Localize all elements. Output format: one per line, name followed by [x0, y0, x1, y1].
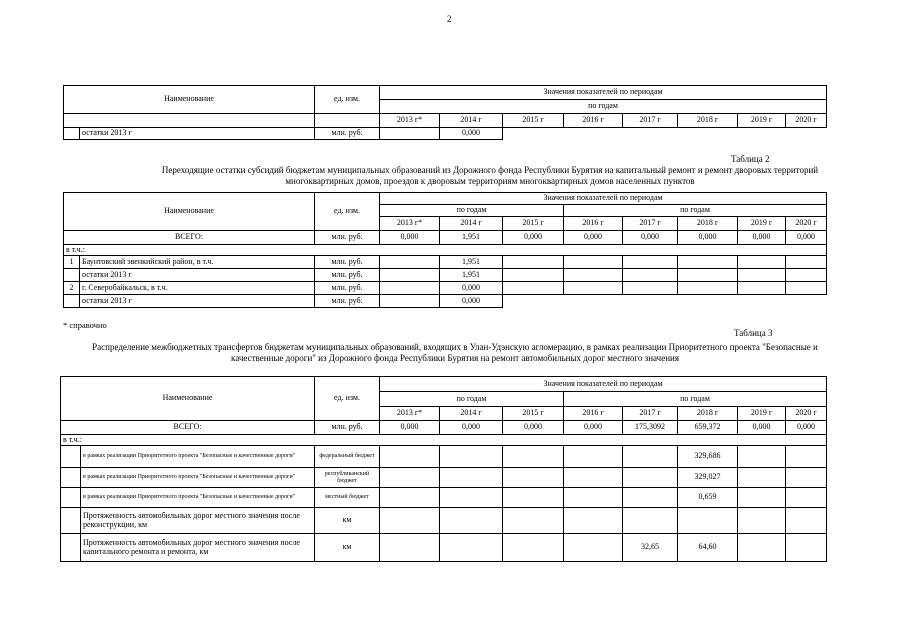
values-header: Значения показателей по периодам: [380, 193, 827, 205]
name-header: Наименование: [61, 377, 315, 421]
total-label: ВСЕГО:: [61, 421, 315, 435]
table-2: [63, 192, 827, 308]
year-header: 2019 г: [738, 114, 786, 128]
row-unit: млн. руб.: [315, 128, 380, 140]
row-label: остатки 2013 г: [80, 128, 315, 140]
total-value: 0,000: [564, 421, 623, 435]
year-header: 2015 г: [503, 407, 564, 421]
row-value: [623, 488, 678, 508]
row-label: в рамках реализации Приоритетного проекта "Безопасные и качественные дороги": [81, 488, 315, 508]
table-1: [63, 85, 827, 140]
incl-label: в т.ч.:: [64, 245, 827, 256]
total-value: 0,000: [380, 231, 440, 245]
row-unit: км: [315, 508, 380, 534]
year-header: 2016 г: [564, 407, 623, 421]
year-header: 2020 г: [786, 217, 827, 231]
row-label: остатки 2013 г: [80, 295, 315, 308]
row-value: 64,60: [678, 534, 738, 562]
total-value: 659,372: [678, 421, 738, 435]
year-header: 2017 г: [623, 217, 678, 231]
row-value: 0,000: [440, 282, 503, 295]
row-label: Протяженность автомобильных дорог местного значения после капитального ремонта и ремонта, км: [81, 534, 315, 562]
row-label: в рамках реализации Приоритетного проекта "Безопасные и качественные дороги": [81, 468, 315, 488]
row-value: 1,951: [440, 269, 503, 282]
row-number: [64, 295, 80, 308]
total-value: 0,000: [503, 231, 564, 245]
year-header: 2017 г: [623, 407, 678, 421]
row-unit: млн. руб.: [315, 282, 380, 295]
row-value: [623, 446, 678, 468]
table-3-caption: Распределение межбюджетных трансфертов бюджетам муниципальных образований, входящих в Улан-Удэнскую агломерацию, в рамках реализации Приоритетного проекта "Безопасные и качественные дороги" из Дорожного фонда Республики Бурятия на ремонт автомобильных дорог местного значения: [92, 342, 818, 364]
year-header: 2015 г: [503, 217, 564, 231]
row-unit: федеральный бюджет: [315, 446, 380, 468]
total-value: 0,000: [786, 231, 827, 245]
values-header: Значения показателей по периодам: [380, 377, 827, 392]
year-header: 2018 г: [678, 217, 738, 231]
name-header: Наименование: [64, 86, 315, 114]
table-2-label: Таблица 2: [731, 154, 770, 164]
incl-label: в т.ч.:: [61, 435, 827, 446]
table-3: [60, 376, 827, 562]
row-value: 1,951: [440, 256, 503, 269]
row-value: [678, 508, 738, 534]
by-years-header: по годам: [380, 392, 564, 407]
row-number: 2: [64, 282, 80, 295]
total-value: 0,000: [440, 421, 503, 435]
row-unit: млн. руб.: [315, 295, 380, 308]
total-value: 0,000: [503, 421, 564, 435]
total-unit: млн. руб.: [315, 421, 380, 435]
year-header: 2020 г: [786, 407, 827, 421]
year-header: 2013 г*: [380, 217, 440, 231]
values-header: Значения показателей по периодам: [380, 86, 827, 100]
year-header: 2018 г: [678, 407, 738, 421]
row-unit: млн. руб.: [315, 256, 380, 269]
row-unit: млн. руб.: [315, 269, 380, 282]
total-value: 1,951: [440, 231, 503, 245]
total-value: 0,000: [738, 231, 786, 245]
total-value: 0,000: [786, 421, 827, 435]
page-number: 2: [447, 14, 452, 24]
row-number: [64, 269, 80, 282]
row-value: 0,000: [440, 128, 503, 140]
row-label: Баунтовский эвенкийский район, в т.ч.: [80, 256, 315, 269]
table-2-caption: Переходящие остатки субсидий бюджетам муниципальных образований из Дорожного фонда Республики Бурятия на капитальный ремонт и ремонт дворовых территорий многоквартирных домов, проездов к дворовым территориям многоквартирных домов населенных пунктов: [161, 165, 819, 187]
row-value: 0,659: [678, 488, 738, 508]
year-header: 2019 г: [738, 407, 786, 421]
total-value: 0,000: [564, 231, 623, 245]
row-label: остатки 2013 г: [80, 269, 315, 282]
year-header: 2014 г: [440, 407, 503, 421]
row-value: 329,027: [678, 468, 738, 488]
year-header: 2015 г: [503, 114, 564, 128]
row-unit: местный бюджет: [315, 488, 380, 508]
row-value: 0,000: [440, 295, 503, 308]
total-unit: млн. руб.: [315, 231, 380, 245]
row-label: Протяженность автомобильных дорог местного значения после реконструкции, км: [81, 508, 315, 534]
table-3-label: Таблица 3: [734, 328, 773, 338]
footnote: * справочно: [63, 320, 107, 330]
year-header: 2014 г: [440, 217, 503, 231]
total-value: 0,000: [623, 231, 678, 245]
total-label: ВСЕГО:: [64, 231, 315, 245]
total-value: 0,000: [380, 421, 440, 435]
row-unit: км: [315, 534, 380, 562]
row-label: г. Северобайкальск, в т.ч.: [80, 282, 315, 295]
by-years-header: по годам: [564, 205, 827, 217]
total-value: 0,000: [738, 421, 786, 435]
by-years-header: по годам: [380, 100, 827, 114]
row-value: 32,65: [623, 534, 678, 562]
year-header: 2014 г: [440, 114, 503, 128]
year-header: 2016 г: [564, 217, 623, 231]
by-years-header: по годам: [380, 205, 564, 217]
year-header: 2013 г*: [380, 114, 440, 128]
row-number: 1: [64, 256, 80, 269]
year-header: 2018 г: [678, 114, 738, 128]
total-value: 0,000: [678, 231, 738, 245]
row-value: [623, 468, 678, 488]
by-years-header: по годам: [564, 392, 827, 407]
total-value: 175,3092: [623, 421, 678, 435]
unit-header: ед. изм.: [315, 377, 380, 421]
name-header: Наименование: [64, 193, 315, 231]
unit-header: ед. изм.: [315, 193, 380, 231]
row-value: 329,686: [678, 446, 738, 468]
year-header: 2017 г: [623, 114, 678, 128]
row-unit: республиканский бюджет: [315, 468, 380, 488]
row-label: в рамках реализации Приоритетного проекта "Безопасные и качественные дороги": [81, 446, 315, 468]
year-header: 2013 г*: [380, 407, 440, 421]
year-header: 2020 г: [786, 114, 827, 128]
year-header: 2019 г: [738, 217, 786, 231]
year-header: 2016 г: [564, 114, 623, 128]
row-value: [623, 508, 678, 534]
unit-header: ед. изм.: [315, 86, 380, 114]
